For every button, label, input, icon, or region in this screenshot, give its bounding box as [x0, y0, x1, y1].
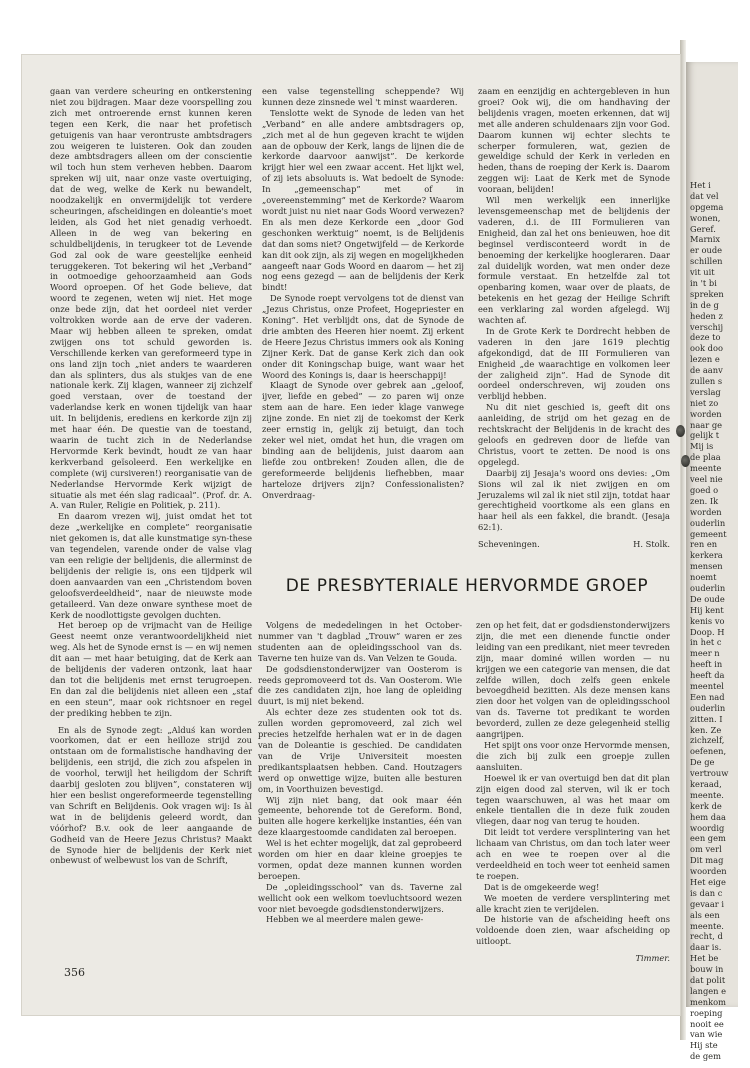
- next-page-line: kerkera: [690, 550, 723, 561]
- next-page-line: gemeent: [690, 528, 727, 539]
- next-page-line: deze to: [690, 332, 721, 343]
- next-page-line: spreken: [690, 288, 724, 299]
- next-page-line: als een: [690, 909, 720, 920]
- next-page-line: menkom: [690, 996, 727, 1007]
- column-2: [262, 86, 464, 500]
- next-page-line: Hij ste: [690, 1040, 718, 1051]
- next-page-line: recht, d: [690, 931, 723, 942]
- paragraph: Tenslotte wekt de Synode de leden van het „Verband” en alle andere ambtsdragers op, „zich met al de hun gegeven kracht te wijden aan de opbouw der Kerk, langs de lijnen die de kerkorde daarvoor aanwijst”. De kerkorde krijgt hier wel een zwaar accent. Het lijkt wel, of zij iets absoluuts is. Wat bedoelt de Synode: In „gemeenschap” met of in „overeenstemming” met de Kerkorde? Waarom wordt juist nu niet naar Gods Woord verwezen? En als men deze Kerkorde een „door God geschonken werktuig” noemt, is de Belijdenis dat dan soms niet? Ongetwijfeld — de Kerkorde kan dit ook zijn, als zij wegen en mogelijkheden aangeeft naar Gods Woord en daarom — het zij nog eens gezegd — aan de belijdenis der Kerk bindt!: [262, 107, 464, 293]
- next-page-line: Geref.: [690, 223, 716, 234]
- binding-ring-icon: [676, 425, 685, 437]
- next-page-line: veel nie: [690, 474, 723, 485]
- paragraph: Wel is het echter mogelijk, dat zal geprobeerd worden om hier en daar kleine groepjes te vormen, opdat deze mannen kunnen worden beroepen.: [258, 838, 462, 881]
- paragraph: In de Grote Kerk te Dordrecht hebben de vaderen in den jare 1619 plechtig afgekondigd, dat de III Formulieren van Enigheid „de waarachtige en volkomen leer der zaligheid zijn”. Had de Synode dit oordeel onderschreven, wij zouden ons verblijd hebben.: [478, 325, 670, 402]
- next-page-line: keraad,: [690, 778, 722, 789]
- paragraph: Wil men werkelijk een innerlijke levensgemeenschap met de belijdenis der vaderen, d.i. de III Formulieren van Enigheid, dan zal het ons benieuwen, hoe dit beginsel verdisconteerd wordt in de benoeming der kerkelijke hoogleraren. Daar zal duidelijk worden, wat men onder deze formule verstaat. En hetzelfde zal tot openbaring komen, waar over de plaats, de betekenis en het gezag der Heilige Schrift een verklaring zal worden afgelegd. Wij wachten af.: [478, 195, 670, 326]
- next-page-line: Mij is: [690, 441, 714, 452]
- next-page-line: goed o: [690, 484, 719, 495]
- next-page-line: heeft in: [690, 659, 723, 670]
- next-page-line: zen. Ik: [690, 495, 719, 506]
- next-page-line: in de g: [690, 299, 719, 310]
- next-page-line: gevaar i: [690, 898, 725, 909]
- next-page-line: verslag: [690, 386, 721, 397]
- next-page-line: van wie: [690, 1029, 723, 1040]
- next-page-line: meer n: [690, 648, 720, 659]
- paragraph: Als echter deze zes studenten ook tot ds. zullen worden gepromoveerd, zal zich wel precies hetzelfde herhalen wat er in de dagen van de Doleantie is geschied. De candidaten van de Vrije Universiteit moesten predikantsplaatsen hebben. Cand. Houtzagers werd op onwettige wijze, buiten alle besturen om, in Voorthuizen bevestigd.: [258, 707, 462, 794]
- next-page-line: meente: [690, 463, 722, 474]
- next-page-line: verschij: [690, 321, 724, 332]
- next-page-line: wonen,: [690, 212, 721, 223]
- next-page-line: langen e: [690, 985, 727, 996]
- paragraph: Volgens de mededelingen in het October-nummer van 't dagblad „Trouw” waren er zes studenten aan de opleidingsschool van ds. Taverne ten huize van ds. Van Velzen te Gouda.: [258, 620, 462, 663]
- next-page-line: ouderlin: [690, 702, 726, 713]
- place-name: Scheveningen.: [478, 539, 540, 550]
- next-page-line: meente.: [690, 789, 724, 800]
- next-page-line: er oude: [690, 245, 723, 256]
- author-name: Timmer.: [635, 953, 670, 964]
- column-5: [476, 620, 670, 964]
- paragraph: De godsdienstonderwijzer van Oosterom is reeds gepromoveerd tot ds. Van Oosterom. Wie die zes candidaten zijn, hoe lang de opleiding duurt, is mij niet bekend.: [258, 663, 462, 707]
- next-page-line: heden z: [690, 310, 723, 321]
- next-page-line: schillen: [690, 256, 723, 267]
- next-page-line: woorden: [690, 866, 727, 877]
- next-page-line: meente.: [690, 920, 724, 931]
- next-page-line: Een nad: [690, 691, 725, 702]
- next-page-edge: [686, 62, 738, 1062]
- paragraph: Klaagt de Synode over gebrek aan „geloof, ijver, liefde en gebed” — zo paren wij onze stem aan de hare. Een ieder klage vanwege zijne zonde. En niet zij de toekomst der Kerk zeer ernstig in, gelijk zij betuigt, dan toch zeker wel niet, omdat het hun, die vragen om binding aan de belijdenis, juist daarom aan liefde zou ontbreken! Zouden allen, die de gereformeerde belijdenis liefhebben, maar harteloze drijvers zijn? Confessionalisten? Onverdraag-: [262, 380, 464, 500]
- next-page-line: Hij kent: [690, 604, 724, 615]
- next-page-line: om verl: [690, 844, 722, 855]
- paragraph: Het spijt ons voor onze Hervormde mensen, die zich bij zulk een groepje zullen aansluiten.: [476, 739, 670, 772]
- next-page-line: heeft da: [690, 670, 725, 681]
- binding-ring-icon: [681, 455, 690, 467]
- next-page-line: ren en: [690, 539, 718, 550]
- paragraph: Wij zijn niet bang, dat ook maar één gemeente, behorende tot de Gereform. Bond, buiten alle hogere kerkelijke instanties, één van deze klaargestoomde candidaten zal beroepen.: [258, 794, 462, 838]
- next-page-line: Marnix: [690, 234, 721, 245]
- next-page-line: woordig: [690, 822, 725, 833]
- page-number: 356: [64, 966, 85, 979]
- paragraph: gaan van verdere scheuring en ontkerstening niet zou bijdragen. Maar deze voorspelling zou zich met ontroerende ernst kunnen keren tegen een Kerk, die naar het profetisch getuigenis van haar verontruste ambtsdragers zou weigeren te luisteren. Ook dan zouden deze ambtsdragers alleen om der conscientie wil toch hun stem verheven hebben. Daarom spreken wij uit, naar onze vaste overtuiging, dat de weg, welke de Kerk nu bewandelt, noodzakelijk en onvermijdelijk tot verdere scheuringen, afscheidingen en doleantie's moet leiden, als God het niet genadig verhoedt. Alleen in de weg van bekering en schuldbelijdenis, in terugkeer tot de Levende God zal ook de ware geestelijke eenheid teruggekeren. Tot bekering wil het „Verband” in ootmoedige gehoorzaamheid aan Gods Woord oproepen. Of het Gode believe, dat woord te zegenen, weten wij niet. Het moge onze bede zijn, dat het oordeel niet verder voltrokken worde aan de erve der vaderen. Maar wij hebben alleen te spreken, omdat zwijgen ons tot schuld geworden is. Verschillende kerken van gereformeerd type in ons land zijn toch „niet anders te waarderen dan als splinters, dus als stukjes van de ene nationale kerk. Zij klagen, wanneer zij zichzelf goed verstaan, over de toestand der vaderlandse kerk en wonen tijdelijk van haar uit. In belijdenis, erediens en kerkorde zijn zij met haar één. De questie van de toestand, waarin de tucht zich in de Nederlandse Hervormde Kerk bevindt, houdt ze van haar kerkverband geïsoleerd. Een werkelijke en complete (wij cursiveren!) reorganisatie van de Nederlandse Hervormde Kerk wijzigt de situatie als met één slag radicaal”. (Prof. dr. A. A. van Ruler, Religie en Politiek, p. 211).: [50, 86, 252, 511]
- column-3: [478, 86, 670, 550]
- next-page-line: oefenen,: [690, 746, 727, 757]
- next-page-line: in het c: [690, 637, 722, 648]
- next-page-line: meentel: [690, 680, 724, 691]
- paragraph: We moeten de verdere versplintering met alle kracht zien te verijdelen.: [476, 892, 670, 914]
- next-page-line: kenis vo: [690, 615, 725, 626]
- next-page-line: vit uit: [690, 267, 715, 278]
- paragraph: Daarbij zij Jesaja's woord ons devies: „Om Sions wil zal ik niet zwijgen en om Jeruzalems wil zal ik niet stil zijn, totdat haar gerechtigheid voortkome als een glans en haar heil als een fakkel, die brandt. (Jesaja 62:1).: [478, 467, 670, 533]
- next-page-line: Het i: [690, 180, 711, 190]
- next-page-line: ken. Ze: [690, 724, 722, 735]
- next-page-line: vertrouw: [690, 768, 729, 779]
- next-page-line: De oude: [690, 593, 725, 604]
- next-page-line: Het be: [690, 953, 719, 964]
- paragraph: Dit leidt tot verdere versplintering van het lichaam van Christus, om dan toch later weer ach en wee te roepen over al die verdeeldheid en toch weer tot eenheid samen te roepen.: [476, 827, 670, 881]
- next-page-line: de plaa: [690, 452, 721, 463]
- next-page-line: dat polit: [690, 975, 726, 986]
- next-page-line: hem daa: [690, 811, 726, 822]
- next-page-line: zitten. I: [690, 713, 723, 724]
- signature-line: [478, 539, 670, 550]
- next-page-line: worden: [690, 408, 722, 419]
- next-page-text-fragments: [690, 180, 750, 1062]
- column-4: [258, 620, 462, 925]
- next-page-line: gelijk t: [690, 430, 720, 441]
- paragraph: Hebben we al meerdere malen gewe-: [266, 914, 424, 925]
- next-page-line: Het eige: [690, 877, 726, 887]
- next-page-line: niet zo: [690, 397, 719, 408]
- next-page-line: opgema: [690, 201, 724, 212]
- paragraph: En als de Synode zegt: „Alduś kan worden voorkomen, dat er een heilloze strijd zou ontstaan om de formalistische handhaving der belijdenis, een strijd, die zich zou afspelen in de voorhol, terwijl het heiligdom der Schrift daarbij gesloten zou blijven”, constateren wij hier een beslist ongereformeerde tegenstelling van Schrift en Belijdenis. Ook vragen wij: Is àl wat in de belijdenis geleerd wordt, dan vóórhof? B.v. ook de leer aangaande de Godheid van de Heere Jezus Christus? Maakt de Synode hier de belijdenis der Kerk niet onbewust of welbewust los van de Schrift,: [50, 724, 252, 866]
- next-page-line: De ge: [690, 757, 715, 768]
- paragraph: De historie van de afscheiding heeft ons voldoende doen zien, waar afscheiding op uitloopt.: [476, 914, 670, 947]
- paragraph: een valse tegenstelling scheppende? Wij kunnen deze zinsnede wel 't minst waarderen.: [262, 86, 464, 107]
- next-page-line: ouderlin: [690, 517, 726, 528]
- next-page-line: bouw in: [690, 964, 724, 975]
- next-page-line: Dit mag: [690, 855, 724, 866]
- next-page-line: ook doo: [690, 343, 723, 354]
- paragraph: En daarom vrezen wij, juist omdat het tot deze „werkelijke en complete” reorganisatie niet gekomen is, dat alle kunstmatige syn-these van tegendelen, varende onder de valse vlag van een religie der belijdenis, die allerminst de belijdenis der religie is, ons een tijdperk wil doen aanvaarden van een „Christendom boven geloofsverdeeldheid”, naar de nieuwste mode getaileerd. Van deze onware synthese moet de Kerk de noodlottigste gevolgen duchten.: [50, 511, 252, 620]
- next-page-line: naar ge: [690, 419, 723, 430]
- paragraph: Dat is de omgekeerde weg!: [484, 881, 600, 892]
- next-page-line: noemt: [690, 572, 717, 583]
- next-page-line: roeping: [690, 1007, 723, 1018]
- paragraph: Hoewel ik er van overtuigd ben dat dit plan zijn eigen dood zal sterven, wil ik er toch tegen waarschuwen, al was het maar om enkele tientallen die in deze fuik zouden vliegen, daar nog van terug te houden.: [476, 772, 670, 827]
- article-headline: DE PRESBYTERIALE HERVORMDE GROEP: [285, 576, 649, 596]
- next-page-line: lezen e: [690, 354, 720, 365]
- next-page-line: kerk de: [690, 800, 722, 811]
- next-page-line: de gem: [690, 1051, 721, 1062]
- paragraph: zaam en eenzijdig en achtergebleven in hun groei? Ook wij, die om handhaving der belijdenis vragen, moeten erkennen, dat wij met alle anderen schuldenaars zijn voor God. Daarom kunnen wij echter slechts te scherper formuleren, wat, gezien de geweldige schuld der Kerk in verleden en heden, thans de roeping der Kerk is. Daarom zeggen wij: Laat de Kerk met de Synode vooraan, belijden!: [478, 86, 670, 195]
- paragraph: Nu dit niet geschied is, geeft dit ons aanleiding, de strijd om het gezag en de rechtskracht der Belijdenis in de kracht des geloofs en gedreven door de liefde van Christus, voort te zetten. De nood is ons opgelegd.: [478, 402, 670, 467]
- next-page-line: in 't bi: [690, 278, 717, 289]
- paragraph: De „opleidingsschool” van ds. Taverne zal wellicht ook een welkom toevluchtsoord wezen voor niet bevoegde godsdienstonderwijzers.: [258, 881, 462, 914]
- column-1: [50, 86, 252, 866]
- next-page-line: nooit ee: [690, 1018, 724, 1029]
- next-page-line: worden: [690, 506, 722, 517]
- next-page-line: een gem: [690, 833, 726, 844]
- next-page-line: is dan c: [690, 887, 723, 898]
- paragraph: De Synode roept vervolgens tot de dienst van „Jezus Christus, onze Profeet, Hogepriester en Koning”. Het verblijdt ons, dat de Synode de drie ambten des Heeren hier noemt. Zij erkent de Heere Jezus Christus immers ook als Koning Zijner Kerk. Dat de ganse Kerk zich dan ook onder dit Koningschap buige, want waar het Woord des Konings is, daar is heerschappij!: [262, 293, 464, 380]
- next-page-line: daar is.: [690, 942, 722, 953]
- next-page-line: zichzelf,: [690, 735, 725, 746]
- next-page-line: ouderlin: [690, 582, 726, 593]
- next-page-line: mensen: [690, 561, 723, 572]
- next-page-line: Doop. H: [690, 626, 725, 637]
- next-page-line: de aanv: [690, 365, 723, 376]
- paragraph: zen op het feit, dat er godsdienstonderwijzers zijn, die met een dienende functie onder leiding van een predikant, niet meer tevreden zijn, maar dominé willen worden — nu krijgen we een categorie van mensen, die dat zelfde willen, doch zelfs geen enkele bevoegdheid bezitten. Als deze mensen kans zien door het volgen van de opleidingsschool van ds. Taverne tot predikant te worden bevorderd, zullen ze deze gelegenheid stellig aangrijpen.: [476, 620, 670, 740]
- paragraph: Het beroep op de vrijmacht van de Heilige Geest neemt onze verantwoordelijkheid niet weg. Als het de Synode ernst is — en wij nemen dit aan — met haar betuiging, dat de Kerk aan de belijdenis der vaderen ontzonk, laat haar dan tot die belijdenis met ernst terugroepen. En dan zal die belijdenis niet alleen een „staf en een steun”, maar ook richtsnoer en regel der prediking hebben te zijn.: [50, 620, 252, 718]
- author-name: H. Stolk.: [633, 539, 670, 550]
- next-page-line: dat vel: [690, 190, 719, 201]
- next-page-line: zullen s: [690, 376, 723, 387]
